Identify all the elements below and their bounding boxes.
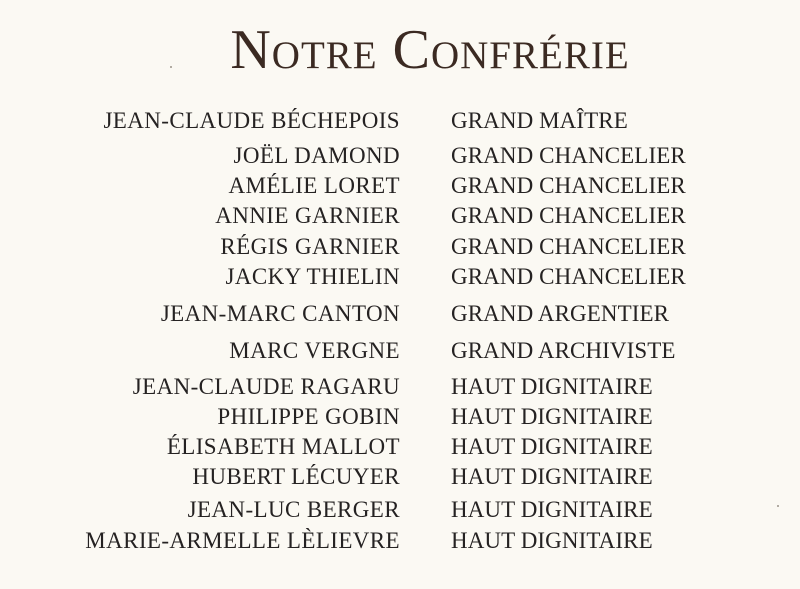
member-role: HAUT DIGNITAIRE: [451, 528, 653, 553]
member-name: JACKY THIELIN: [225, 264, 400, 289]
member-name: JEAN-LUC BERGER: [187, 497, 400, 522]
member-role: GRAND CHANCELIER: [451, 173, 686, 198]
list-item: [0, 463, 800, 491]
member-name: ANNIE GARNIER: [215, 203, 400, 228]
page-title: Notre Confrérie: [230, 19, 630, 81]
member-name: MARIE-ARMELLE LÈLIEVRE: [85, 528, 400, 553]
member-role: GRAND CHANCELIER: [451, 143, 686, 168]
member-role: HAUT DIGNITAIRE: [451, 497, 653, 522]
member-name: PHILIPPE GOBIN: [217, 404, 400, 429]
list-item: [0, 496, 800, 524]
member-name: AMÉLIE LORET: [228, 173, 400, 198]
list-item: [0, 142, 800, 170]
member-role: HAUT DIGNITAIRE: [451, 404, 653, 429]
member-name: JOËL DAMOND: [233, 143, 400, 168]
member-role: GRAND CHANCELIER: [451, 234, 686, 259]
list-item: [0, 233, 800, 261]
list-item: [0, 202, 800, 230]
list-item: [0, 300, 800, 328]
list-item: [0, 527, 800, 555]
member-role: GRAND CHANCELIER: [451, 264, 686, 289]
list-item: [0, 337, 800, 365]
member-role: GRAND CHANCELIER: [451, 203, 686, 228]
list-item: [0, 172, 800, 200]
member-role: GRAND ARCHIVISTE: [451, 338, 676, 363]
member-role: HAUT DIGNITAIRE: [451, 434, 653, 459]
list-item: [0, 403, 800, 431]
member-name: RÉGIS GARNIER: [220, 234, 400, 259]
member-name: ÉLISABETH MALLOT: [166, 434, 400, 459]
member-role: GRAND ARGENTIER: [451, 301, 670, 326]
member-name: JEAN-MARC CANTON: [160, 301, 400, 326]
member-role: HAUT DIGNITAIRE: [451, 464, 653, 489]
member-name: HUBERT LÉCUYER: [192, 464, 400, 489]
member-role: HAUT DIGNITAIRE: [451, 374, 653, 399]
list-item: [0, 373, 800, 401]
member-name: JEAN-CLAUDE RAGARU: [132, 374, 400, 399]
paper-speck: [777, 505, 779, 507]
member-name: JEAN-CLAUDE BÉCHEPOIS: [103, 108, 400, 133]
list-item: [0, 433, 800, 461]
list-item: [0, 263, 800, 291]
member-name: MARC VERGNE: [229, 338, 400, 363]
list-item: [0, 107, 800, 135]
member-role: GRAND MAÎTRE: [451, 108, 628, 133]
paper-speck: [170, 66, 172, 68]
